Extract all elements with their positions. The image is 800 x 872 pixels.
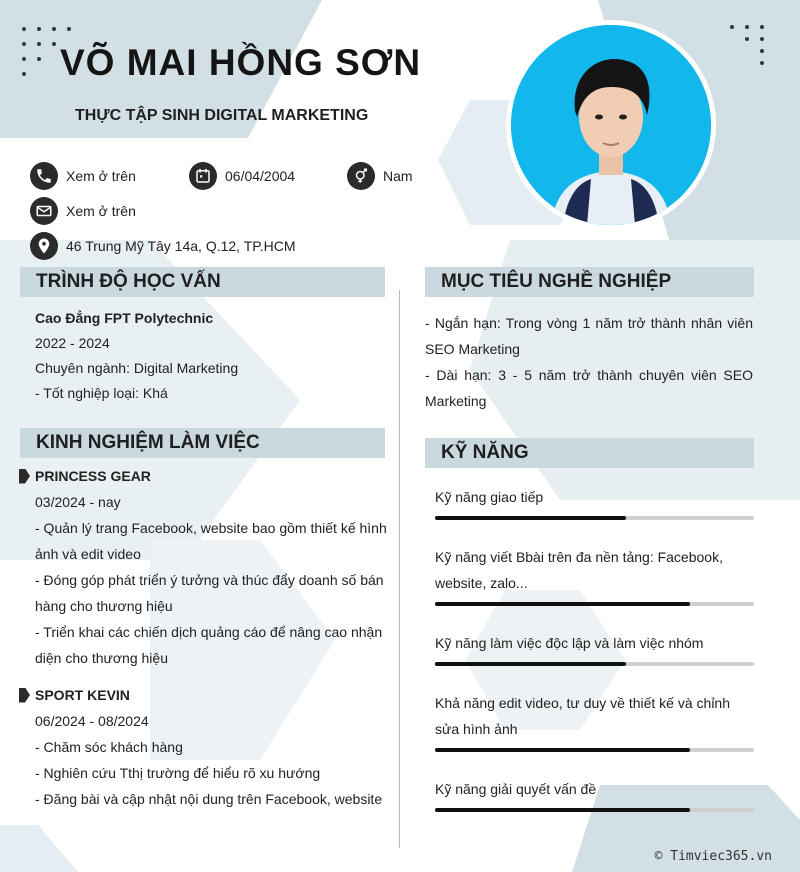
job-task: - Triển khai các chiến dịch quảng cáo để nâng cao nhận diện cho thương hiệu [35, 624, 383, 666]
experience-item [35, 682, 387, 812]
phone-value: Xem ở trên [66, 168, 136, 184]
contact-gender [347, 162, 413, 190]
company-row [19, 463, 387, 489]
contact-email [30, 197, 136, 225]
job-task: - Đăng bài và cập nhật nội dung trên Facebook, website [35, 791, 383, 807]
column-divider [399, 290, 400, 848]
objective-section [425, 310, 753, 414]
objective-long-term: - Dài hạn: 3 - 5 năm trở thành chuyên viên SEO Marketing [425, 367, 753, 409]
skill-label: Kỹ năng viết Bbài trên đa nền tảng: Facebook, website, zalo... [435, 549, 723, 591]
skill-item [435, 776, 755, 812]
skill-label: Khả năng edit video, tư duy về thiết kế và chỉnh sửa hình ảnh [435, 695, 731, 737]
bullet-marker-icon [19, 469, 30, 484]
job-title: THỰC TẬP SINH DIGITAL MARKETING [75, 107, 369, 124]
calendar-icon [189, 162, 217, 190]
gender-icon [347, 162, 375, 190]
job-task: - Quản lý trang Facebook, website bao gồm thiết kế hình ảnh và edit video [35, 520, 387, 562]
skill-bar-fill [435, 808, 690, 812]
contact-address [30, 232, 296, 260]
objective-heading: MỤC TIÊU NGHỀ NGHIỆP [425, 267, 754, 297]
experience-item [35, 463, 387, 671]
education-major: Chuyên ngành: Digital Marketing [35, 360, 239, 376]
birthday-value: 06/04/2004 [225, 168, 296, 184]
avatar [511, 25, 711, 225]
candidate-name: VÕ MAI HỒNG SƠN [60, 42, 422, 83]
portrait-illustration [511, 25, 711, 225]
gender-value: Nam [383, 168, 413, 184]
experience-heading: KINH NGHIỆM LÀM VIỆC [20, 428, 385, 458]
skill-bar-fill [435, 662, 626, 666]
skill-item [435, 630, 755, 666]
skill-bar-fill [435, 516, 626, 520]
job-task: - Nghiên cứu Tthị trường để hiểu rõ xu hướng [35, 765, 321, 781]
education-section [35, 306, 385, 406]
company-name: PRINCESS GEAR [35, 468, 151, 484]
skill-item [435, 484, 755, 520]
skill-label: Kỹ năng giải quyết vấn đề [435, 781, 597, 797]
footer-credit[interactable]: © Timviec365.vn [654, 849, 772, 864]
skill-bar [435, 748, 754, 752]
education-period: 2022 - 2024 [35, 335, 110, 351]
job-period: 03/2024 - nay [35, 494, 121, 510]
objective-short-term: - Ngắn hạn: Trong vòng 1 năm trở thành nhân viên SEO Marketing [425, 315, 753, 357]
skill-label: Kỹ năng giao tiếp [435, 489, 544, 505]
phone-icon [30, 162, 58, 190]
email-icon [30, 197, 58, 225]
job-task: - Chăm sóc khách hàng [35, 739, 183, 755]
skill-bar [435, 662, 754, 666]
skill-label: Kỹ năng làm việc độc lập và làm việc nhóm [435, 635, 704, 651]
profile-photo [506, 20, 716, 230]
job-task: - Đóng góp phát triển ý tưởng và thúc đẩy doanh số bán hàng cho thương hiệu [35, 572, 384, 614]
dots-decoration-right [730, 25, 764, 65]
contact-phone [30, 162, 136, 190]
skill-bar-fill [435, 748, 690, 752]
school-name: Cao Đẳng FPT Polytechnic [35, 310, 214, 326]
education-grade: - Tốt nghiệp loại: Khá [35, 385, 168, 401]
skill-item [435, 544, 755, 606]
contact-birthday [189, 162, 295, 190]
bg-shape [0, 825, 78, 872]
email-value: Xem ở trên [66, 203, 136, 219]
skill-bar [435, 602, 754, 606]
company-row [19, 682, 387, 708]
skill-bar-fill [435, 602, 690, 606]
skill-item [435, 690, 755, 752]
address-value: 46 Trung Mỹ Tây 14a, Q.12, TP.HCM [66, 238, 296, 254]
skills-heading: KỸ NĂNG [425, 438, 754, 468]
bullet-marker-icon [19, 688, 30, 703]
company-name: SPORT KEVIN [35, 687, 130, 703]
job-period: 06/2024 - 08/2024 [35, 713, 149, 729]
education-heading: TRÌNH ĐỘ HỌC VẤN [20, 267, 385, 297]
skill-bar [435, 516, 754, 520]
skill-bar [435, 808, 754, 812]
location-pin-icon [30, 232, 58, 260]
